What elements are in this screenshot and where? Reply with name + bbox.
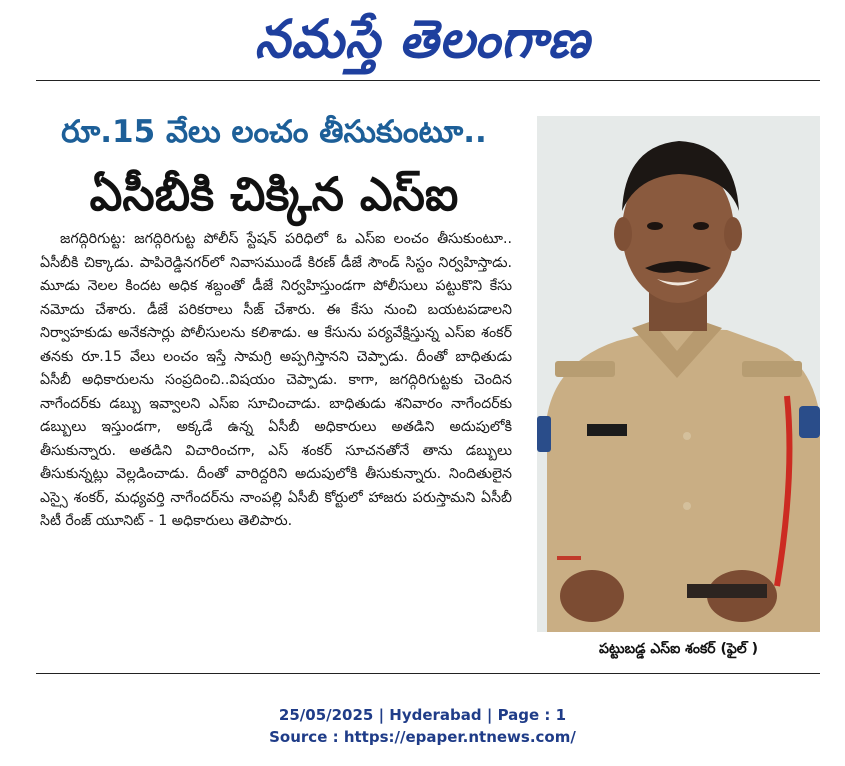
masthead	[0, 4, 845, 74]
officer-photo	[537, 116, 820, 632]
masthead-title: నమస్తే తెలంగాణ	[254, 8, 591, 70]
article-headline: ఏసీబీకి చిక్కిన ఎస్ఐ	[89, 167, 459, 221]
article-kicker: రూ.15 వేలు లంచం తీసుకుంటూ..	[61, 114, 487, 150]
bottom-divider	[36, 673, 820, 674]
photo-caption: పట్టుబడ్డ ఎస్ఐ శంకర్ (ఫైల్ )	[598, 641, 758, 657]
footer-date-edition: 25/05/2025 | Hyderabad | Page : 1	[278, 706, 567, 724]
top-divider	[36, 80, 820, 81]
officer-photo-illustration	[537, 116, 820, 632]
article-body: జగద్గిరిగుట్ట: జగద్గిరిగుట్ట పోలీస్ స్టేషన్ పరిధిలో ఓ ఎస్ఐ లంచం తీసుకుంటూ.. ఏసీబీకి చిక్కాడు. పాపిరెడ్డినగర్‌లో నివాసముండే కిరణ్ డీజే సౌండ్ సిస్టం నిర్వహిస్తాడు. మూడు నెలల కిందట అధిక శబ్దంతో డీజే నిర్వహిస్తుండగా పోలీసులు పట్టుకొని కేసు నమోదు చేశారు. డీజే పరికరాలు సీజ్ చేశారు. ఈ కేసు నుంచి బయటపడాలని నిర్వాహకుడు అనేకసార్లు పోలీసులను కలిశాడు. ఆ కేసును పర్యవేక్షిస్తున్న ఎస్ఐ శంకర్ తనకు రూ.15 వేలు లంచం ఇస్తే సామగ్రి అప్పగిస్తానని చెప్పాడు. దీంతో బాధితుడు ఏసీబీ అధికారులను సంప్రదించి..విషయం చెప్పాడు. కాగా, జగద్గిరిగుట్టకు చెందిన నాగేందర్‌కు డబ్బు ఇవ్వాలని ఎస్ఐ సూచించాడు. బాధితుడు శనివారం నాగేందర్‌కు డబ్బులు ఇస్తుండగా, అక్కడే ఉన్న ఏసీబీ అధికారులు అతడిని అదుపులోకి తీసుకున్నారు. అతడిని విచారించగా, ఎస్ శంకర్ సూచనతోనే తాను డబ్బులు తీసుకున్నట్లు వెల్లడించాడు. దీంతో వారిద్దరిని అదుపులోకి తీసుకున్నారు. నిందితులైన ఎస్సై శంకర్, మధ్యవర్తి నాగేందర్‌ను నాంపల్లి ఏసీబీ కోర్టులో హాజరు పరుస్తామని ఏసీబీ సిటీ రేంజ్ యూనిట్ - 1 అధికారులు తెలిపారు.	[40, 231, 512, 529]
footer-source-link[interactable]: Source : https://epaper.ntnews.com/	[269, 728, 576, 746]
